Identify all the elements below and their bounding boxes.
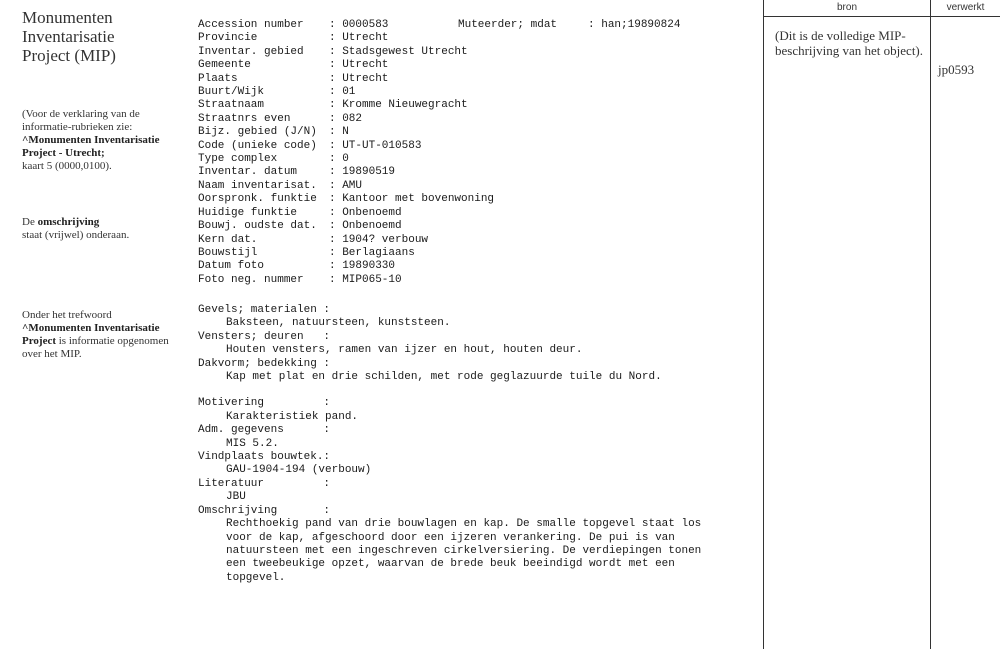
field-value: : UT-UT-010583	[329, 139, 422, 152]
field-value: : 082	[329, 112, 363, 125]
field-row	[198, 153, 494, 166]
field-value: : Kantoor met bovenwoning	[329, 193, 495, 206]
field-label: Datum foto	[198, 260, 265, 273]
info-note-description	[22, 216, 172, 242]
motivering-heading: Motivering :	[198, 397, 331, 410]
field-row	[198, 46, 494, 59]
field-label: Plaats	[198, 72, 238, 85]
field-value: : Stadsgewest Utrecht	[329, 45, 468, 58]
field-label: Oorspronk. funktie	[198, 193, 317, 206]
dakvorm-text: Kap met plat en drie schilden, met rode geglazuurde tuile du Nord.	[226, 371, 662, 384]
field-label: Bijz. gebied (J/N)	[198, 126, 317, 139]
field-row	[198, 274, 494, 287]
field-row	[198, 220, 494, 233]
mip-title-line-1: Monumenten	[22, 8, 113, 27]
field-row	[198, 193, 494, 206]
field-label: Bouwj. oudste dat.	[198, 220, 317, 233]
field-value: : 01	[329, 86, 356, 99]
adm-text: MIS 5.2.	[226, 437, 279, 450]
muteerder-value-wrap	[588, 19, 680, 32]
field-row	[198, 126, 494, 139]
right-panel-divider-left	[763, 0, 764, 649]
field-label: Type complex	[198, 153, 278, 166]
field-value: : MIP065-10	[329, 273, 402, 286]
field-value: : AMU	[329, 179, 363, 192]
field-value: : Utrecht	[329, 32, 389, 45]
field-value: : N	[329, 126, 349, 139]
right-panel-header-rule	[763, 16, 1000, 17]
record-fields	[198, 19, 681, 287]
field-row-accession	[198, 19, 681, 32]
field-label: Code (unieke code)	[198, 139, 317, 152]
note-legend-card: kaart 5 (0000,0100).	[22, 160, 112, 172]
right-panel-divider-mid	[930, 0, 931, 649]
field-label: Foto neg. nummer	[198, 273, 304, 286]
verwerkt-text: jp0593	[938, 62, 975, 77]
literatuur-heading: Literatuur :	[198, 477, 331, 490]
field-row	[198, 180, 494, 193]
info-note-legend	[22, 108, 172, 173]
field-label: Buurt/Wijk	[198, 86, 265, 99]
mip-title-line-2: Inventarisatie	[22, 27, 115, 46]
field-label: Straatnaam	[198, 99, 265, 112]
muteerder-value: han;19890824	[601, 19, 681, 31]
field-value: : Onbenoemd	[329, 220, 402, 233]
field-value: : Onbenoemd	[329, 206, 402, 219]
record-sections	[198, 304, 758, 585]
literatuur-text: JBU	[226, 491, 246, 504]
note-desc-bold: omschrijving	[37, 216, 100, 228]
muteerder-label: Muteerder; mdat	[458, 19, 558, 31]
field-row	[198, 140, 494, 153]
adm-heading: Adm. gegevens :	[198, 424, 331, 437]
field-row	[198, 234, 494, 247]
field-value: : 19890519	[329, 166, 396, 179]
field-label: Accession number	[198, 19, 304, 31]
vensters-text: Houten vensters, ramen van ijzer en hout, houten deur.	[226, 344, 583, 357]
field-label: Provincie	[198, 32, 258, 45]
field-row	[198, 86, 494, 99]
omschrijving-heading: Omschrijving :	[198, 504, 331, 517]
field-row	[198, 260, 494, 273]
gevels-heading: Gevels; materialen :	[198, 304, 331, 316]
field-label: Naam inventarisat.	[198, 179, 317, 192]
section-gap	[198, 384, 758, 397]
motivering-text: Karakteristiek pand.	[226, 410, 359, 423]
field-row	[198, 73, 494, 86]
note-desc-pre: De	[22, 216, 35, 228]
field-value: : Berlagiaans	[329, 246, 415, 259]
bron-header: bron	[836, 2, 857, 13]
muteerder-sep: :	[588, 19, 595, 31]
field-value: : Utrecht	[329, 72, 389, 85]
note-legend-link[interactable]: ^Monumenten Inventarisatie Project - Utrecht;	[22, 134, 160, 159]
note-legend-text: (Voor de verklaring van de informatie-rubrieken zie:	[22, 108, 140, 133]
field-value: : Kromme Nieuwegracht	[329, 99, 468, 112]
gevels-text: Baksteen, natuursteen, kunststeen.	[226, 317, 451, 330]
vindplaats-text: GAU-1904-194 (verbouw)	[226, 464, 372, 477]
field-label: Gemeente	[198, 59, 251, 72]
field-label: Kern dat.	[198, 233, 258, 246]
field-row	[198, 59, 494, 72]
verwerkt-header: verwerkt	[946, 2, 985, 13]
note-keyword-post: is informatie opgenomen over het MIP.	[22, 335, 169, 360]
field-label: Huidige funktie	[198, 206, 298, 219]
info-note-keyword	[22, 309, 172, 361]
mip-title-line-3: Project (MIP)	[22, 46, 116, 65]
field-row	[198, 247, 494, 260]
sidebar	[22, 8, 182, 65]
field-value: : 1904? verbouw	[329, 233, 429, 246]
field-value: : Utrecht	[329, 59, 389, 72]
vindplaats-heading: Vindplaats bouwtek.:	[198, 451, 331, 464]
mip-title	[22, 8, 182, 65]
field-label: Inventar. datum	[198, 166, 298, 179]
field-label: Bouwstijl	[198, 246, 258, 259]
field-row	[198, 207, 494, 220]
field-row	[198, 99, 494, 112]
field-label: Straatnrs even	[198, 112, 291, 125]
omschrijving-text: Rechthoekig pand van drie bouwlagen en kap. De smalle topgevel staat los voor de kap, afgeschoord door een ijzeren verankering. De pui is van natuursteen met een ingeschreven cirkelversiering. De verdiepingen tonen een tweebeukige opzet, waarvan de brede beuk beeindigd wordt met een topgevel.	[226, 518, 702, 584]
field-row	[198, 32, 494, 45]
field-value: : 19890330	[329, 260, 396, 273]
note-desc-post: staat (vrijwel) onderaan.	[22, 229, 130, 241]
bron-text: (Dit is de volledige MIP-beschrijving van het object).	[775, 28, 924, 58]
dakvorm-heading: Dakvorm; bedekking :	[198, 357, 331, 370]
field-row	[198, 166, 494, 179]
vensters-heading: Vensters; deuren :	[198, 330, 331, 343]
field-label: Inventar. gebied	[198, 45, 304, 58]
note-keyword-pre: Onder het trefwoord	[22, 309, 112, 321]
note-keyword-link[interactable]: ^Monumenten Inventarisatie Project	[22, 322, 160, 347]
field-value: : 0	[329, 153, 349, 166]
field-value: : 0000583	[329, 19, 389, 31]
field-row	[198, 113, 494, 126]
